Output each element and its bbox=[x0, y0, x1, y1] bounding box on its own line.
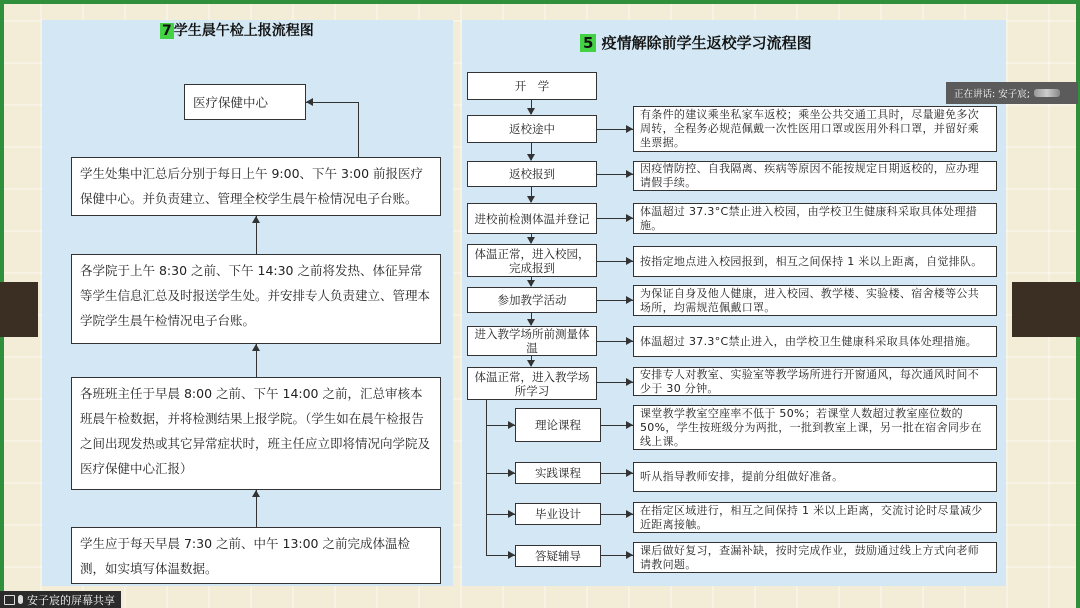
title-number: 7 bbox=[162, 23, 172, 39]
right-flowchart-title bbox=[580, 32, 812, 53]
class-teacher-box bbox=[71, 377, 441, 490]
medical-center-box bbox=[184, 84, 306, 120]
title-text: 学生晨午检上报流程图 bbox=[173, 23, 314, 39]
step-label: 开 学 bbox=[514, 79, 550, 93]
box-text: 学生处集中汇总后分别于每日上午 9:00、下午 3:00 前报医疗保健中心。并负责建立、管理全校学生晨午检情况电子台账。 bbox=[80, 166, 424, 206]
desc-check-temperature bbox=[633, 203, 997, 234]
desc-theory bbox=[633, 405, 997, 450]
box-text: 各班班主任于早晨 8:00 之前、下午 14:00 之前，汇总审核本班晨午检数据，并将检测结果上报学院。（学生如在晨午检报告之间出现发热或其它异常症状时，班主任应立即将情况向学院及医疗保健中心汇报） bbox=[80, 386, 431, 476]
substep-practice bbox=[515, 462, 601, 484]
arrow-icon bbox=[626, 378, 633, 386]
step-check-temperature bbox=[467, 203, 597, 234]
arrow-icon bbox=[626, 214, 633, 222]
desc-text: 体温超过 37.3°C禁止进入校园，由学校卫生健康科采取具体处理措施。 bbox=[640, 204, 978, 232]
title-number: 5 bbox=[580, 34, 596, 52]
step-label: 返校报到 bbox=[509, 167, 555, 181]
speaker-avatar bbox=[1034, 89, 1060, 97]
step-label: 进校前检测体温并登记 bbox=[474, 211, 590, 226]
top-frame bbox=[0, 0, 1080, 4]
arrow-icon bbox=[527, 319, 535, 326]
arrow-icon bbox=[508, 510, 515, 518]
substep-label: 毕业设计 bbox=[535, 507, 581, 521]
arrow-icon bbox=[626, 469, 633, 477]
branch-trunk bbox=[486, 400, 487, 555]
student-box bbox=[71, 527, 441, 584]
speaker-label: 正在讲话: 安子宸; bbox=[954, 89, 1030, 100]
desc-measure-before-class bbox=[633, 326, 997, 357]
arrow-icon bbox=[527, 154, 535, 161]
arrow-icon bbox=[626, 510, 633, 518]
left-flowchart-title bbox=[160, 20, 314, 40]
box-text: 学生应于每天早晨 7:30 之前、中午 13:00 之前完成体温检测，如实填写体温数据。 bbox=[80, 536, 410, 576]
desc-text: 为保证自身及他人健康，进入校园、教学楼、实验楼、宿舍楼等公共场所，均需规范佩戴口罩。 bbox=[640, 286, 979, 314]
step-enter-campus bbox=[467, 244, 597, 277]
step-label: 体温正常，进入校园，完成报到 bbox=[474, 246, 590, 275]
arrow-icon bbox=[626, 257, 633, 265]
microphone-icon bbox=[18, 595, 23, 604]
desc-text: 安排专人对教室、实验室等教学场所进行开窗通风，每次通风时间不少于 30 分钟。 bbox=[640, 367, 979, 395]
arrow-icon bbox=[508, 421, 515, 429]
arrow-icon bbox=[252, 344, 260, 351]
substep-theory bbox=[515, 408, 601, 442]
arrow-icon bbox=[508, 469, 515, 477]
arrow-icon bbox=[527, 360, 535, 367]
box-text: 医疗保健中心 bbox=[193, 94, 269, 110]
desc-text: 课后做好复习，查漏补缺，按时完成作业，鼓励通过线上方式向老师请教问题。 bbox=[640, 543, 979, 571]
arrow-icon bbox=[306, 98, 313, 106]
left-side-tab bbox=[0, 282, 38, 337]
screen-icon bbox=[4, 595, 15, 605]
box-text: 各学院于上午 8:30 之前、下午 14:30 之前将发热、体征异常等学生信息汇总及时报送学生处。并安排专人负责建立、管理本学院学生晨午检情况电子台账。 bbox=[80, 263, 431, 328]
connector bbox=[358, 102, 359, 157]
desc-text: 因疫情防控、自我隔离、疾病等原因不能按规定日期返校的，应办理请假手续。 bbox=[640, 162, 979, 189]
desc-graduation bbox=[633, 502, 997, 533]
arrow-icon bbox=[626, 125, 633, 133]
desc-on-the-way bbox=[633, 106, 997, 152]
substep-label: 理论课程 bbox=[535, 418, 581, 432]
connector bbox=[306, 102, 358, 103]
arrow-icon bbox=[626, 296, 633, 304]
desc-tutoring bbox=[633, 542, 997, 573]
right-side-tab bbox=[1012, 282, 1080, 337]
step-on-the-way bbox=[467, 115, 597, 143]
desc-text: 听从指导教师安排，提前分组做好准备。 bbox=[640, 470, 844, 483]
arrow-icon bbox=[527, 237, 535, 244]
arrow-icon bbox=[626, 421, 633, 429]
arrow-icon bbox=[252, 490, 260, 497]
desc-teaching-activities bbox=[633, 285, 997, 316]
substep-label: 答疑辅导 bbox=[535, 549, 581, 563]
substep-graduation bbox=[515, 503, 601, 525]
step-label: 参加教学活动 bbox=[497, 293, 567, 307]
substep-label: 实践课程 bbox=[535, 466, 581, 480]
step-start bbox=[467, 72, 597, 100]
desc-text: 体温超过 37.3°C禁止进入，由学校卫生健康科采取具体处理措施。 bbox=[640, 334, 978, 348]
substep-tutoring bbox=[515, 545, 601, 567]
step-report bbox=[467, 161, 597, 187]
share-label: 安子宸的屏幕共享 bbox=[27, 593, 115, 607]
desc-enter-campus bbox=[633, 246, 997, 277]
arrow-icon bbox=[527, 196, 535, 203]
step-label: 体温正常，进入教学场所学习 bbox=[474, 369, 590, 398]
college-box bbox=[71, 254, 441, 344]
step-enter-classroom bbox=[467, 367, 597, 400]
arrow-icon bbox=[626, 551, 633, 559]
step-teaching-activities bbox=[467, 287, 597, 313]
student-office-box bbox=[71, 157, 441, 216]
arrow-icon bbox=[508, 551, 515, 559]
desc-report bbox=[633, 161, 997, 191]
step-label: 进入教学场所前测量体温 bbox=[474, 327, 590, 355]
speaking-indicator bbox=[946, 82, 1078, 104]
arrow-icon bbox=[626, 337, 633, 345]
title-text: 疫情解除前学生返校学习流程图 bbox=[601, 34, 812, 52]
step-label: 返校途中 bbox=[509, 122, 555, 136]
desc-text: 有条件的建议乘坐私家车返校；乘坐公共交通工具时，尽量避免多次周转，全程务必规范佩戴一次性医用口罩或医用外科口罩，并留好乘坐票据。 bbox=[640, 108, 979, 149]
desc-enter-classroom bbox=[633, 367, 997, 396]
arrow-icon bbox=[252, 216, 260, 223]
arrow-icon bbox=[626, 170, 633, 178]
desc-text: 在指定区域进行，相互之间保持 1 米以上距离，交流讨论时尽量减少近距离接触。 bbox=[640, 503, 983, 531]
screen-share-bar[interactable] bbox=[0, 591, 121, 608]
desc-practice bbox=[633, 462, 997, 492]
arrow-icon bbox=[527, 108, 535, 115]
desc-text: 课堂教学教室空座率不低于 50%；若课堂人数超过教室座位数的 50%，学生按班级分为两批，一批到教室上课，另一批在宿舍同步在线上课。 bbox=[640, 406, 982, 448]
arrow-icon bbox=[527, 280, 535, 287]
desc-text: 按指定地点进入校园报到，相互之间保持 1 米以上距离，自觉排队。 bbox=[640, 254, 983, 268]
step-measure-before-class bbox=[467, 326, 597, 356]
